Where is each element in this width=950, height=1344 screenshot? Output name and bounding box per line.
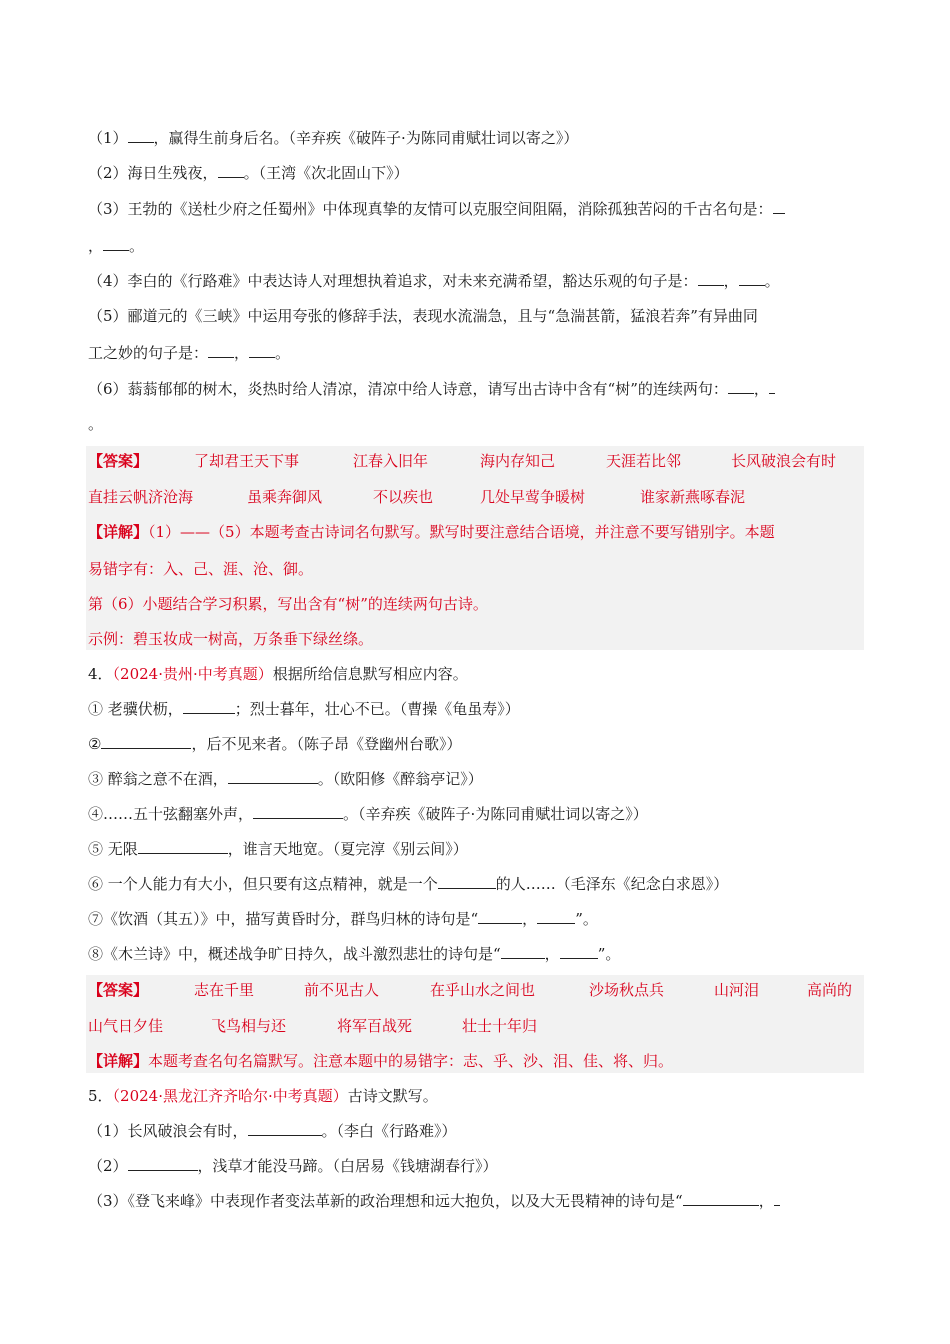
- answer-blank: [728, 379, 754, 394]
- item-text: 。: [764, 272, 780, 290]
- q4-item-3: [88, 769, 863, 789]
- question-number: 5．: [88, 1087, 113, 1105]
- item-text: 。: [88, 415, 104, 433]
- q4-item-8: [88, 944, 863, 964]
- q5-header: [88, 1086, 863, 1106]
- answer-item: 高尚的: [807, 981, 853, 999]
- answer-item: 几处早莺争暖树: [480, 488, 586, 506]
- q4-header: [88, 664, 863, 684]
- item-text: ，赢得生前身后名。（辛弃疾《破阵子·为陈同甫赋壮词以寄之》）: [153, 129, 579, 147]
- answer-blank: [739, 271, 765, 286]
- item-text: ⑦《饮酒（其五）》中，描写黄昏时分，群鸟归林的诗句是“: [88, 910, 479, 928]
- answer-item: 直挂云帆济沧海: [88, 488, 194, 506]
- answer-blank: [249, 343, 275, 358]
- answer-item: 天涯若比邻: [606, 452, 682, 470]
- answer-item: 山河泪: [714, 981, 760, 999]
- answer-blank: [228, 769, 318, 784]
- item-text: （3）《登飞来峰》中表现作者变法革新的政治理想和远大抱负，以及大无畏精神的诗句是“: [88, 1192, 683, 1210]
- q3-item-4: [88, 271, 863, 291]
- detail-label: 【详解】: [88, 523, 149, 541]
- answer-blank: [501, 944, 545, 959]
- answer-blank: [683, 1191, 759, 1206]
- item-text: ”。: [575, 910, 598, 928]
- answer-blank: [769, 379, 775, 394]
- q3-item-3: [88, 199, 863, 219]
- q5-item-2: [88, 1156, 863, 1176]
- q3-item-1: [88, 128, 863, 148]
- item-text: ⑤ 无限: [88, 840, 138, 858]
- question-prompt: 根据所给信息默写相应内容。: [272, 665, 468, 683]
- item-text: ，: [522, 910, 538, 928]
- answer-item: 壮士十年归: [462, 1017, 538, 1035]
- detail-label: 【详解】: [88, 1052, 149, 1070]
- item-text: 海日生残夜，: [127, 164, 218, 182]
- item-text: （1）长风破浪会有时，: [88, 1122, 248, 1140]
- question-prompt: 古诗文默写。: [347, 1087, 438, 1105]
- question-source: （2024·黑龙江齐齐哈尔·中考真题）: [112, 1087, 348, 1105]
- item-text: ⑥ 一个人能力有大小，但只要有这点精神，就是一个: [88, 875, 438, 893]
- q3-detail-line-2: [88, 559, 863, 579]
- q3-detail-line-4: [88, 629, 863, 649]
- q3-item-6: [88, 379, 863, 399]
- item-text: ，谁言天地宽。（夏完淳《别云间》）: [227, 840, 468, 858]
- item-text: 。（欧阳修《醉翁亭记》）: [317, 770, 483, 788]
- item-text: ②: [88, 735, 102, 753]
- answer-label: 【答案】: [88, 981, 149, 999]
- answer-blank: [478, 909, 522, 924]
- item-text: 。（李白《行路难》）: [321, 1122, 457, 1140]
- answer-item: 海内存知己: [480, 452, 556, 470]
- answer-label: 【答案】: [88, 452, 149, 470]
- q3-detail-line-3: [88, 594, 863, 614]
- answer-item: 前不见古人: [304, 981, 380, 999]
- answer-blank: [248, 1121, 322, 1136]
- answer-blank: [103, 236, 129, 251]
- answer-blank: [774, 1191, 780, 1206]
- item-text: ，: [758, 1192, 774, 1210]
- item-text: ③ 醉翁之意不在酒，: [88, 770, 228, 788]
- item-number: （4）: [88, 272, 128, 290]
- item-text: 郦道元的《三峡》中运用夸张的修辞手法，表现水流湍急，且与“急湍甚箭，猛浪若奔”有异曲同: [127, 307, 758, 325]
- answer-item: 沙场秋点兵: [589, 981, 665, 999]
- answer-item: 不以疾也: [373, 488, 434, 506]
- item-text: ④……五十弦翻塞外声，: [88, 805, 254, 823]
- item-text: ⑧《木兰诗》中，概述战争旷日持久，战斗激烈悲壮的诗句是“: [88, 945, 501, 963]
- answer-item: 了却君王天下事: [194, 452, 300, 470]
- answer-blank: [208, 343, 234, 358]
- answer-blank: [560, 944, 598, 959]
- answer-item: 在乎山水之间也: [430, 981, 536, 999]
- item-text: 。（辛弃疾《破阵子·为陈同甫赋壮词以寄之》）: [343, 805, 648, 823]
- question-source: （2024·贵州·中考真题）: [112, 665, 273, 683]
- q4-item-4: [88, 804, 863, 824]
- q4-detail-line: [88, 1051, 863, 1071]
- answer-box-q3: [86, 446, 864, 650]
- answer-item: 将军百战死: [337, 1017, 413, 1035]
- item-text: 的人……（毛泽东《纪念白求恩》）: [495, 875, 729, 893]
- answer-item: 长风破浪会有时: [731, 452, 837, 470]
- q4-item-2: [88, 734, 863, 754]
- item-text: ，: [544, 945, 560, 963]
- detail-text: 示例：碧玉妆成一树高，万条垂下绿丝绦。: [88, 630, 374, 648]
- q3-item-3-cont: [88, 236, 863, 256]
- item-text: ，浅草才能没马蹄。（白居易《钱塘湖春行》）: [197, 1157, 498, 1175]
- item-text: 蓊蓊郁郁的树木，炎热时给人清凉，清凉中给人诗意，请写出古诗中含有“树”的连续两句：: [127, 380, 728, 398]
- q3-item-6-cont: [88, 414, 863, 434]
- item-text: ，后不见来者。（陈子昂《登幽州台歌》）: [191, 735, 462, 753]
- q3-detail-line-1: [88, 522, 863, 542]
- item-text: ，: [234, 344, 250, 362]
- item-number: （6）: [88, 380, 128, 398]
- q3-item-2: [88, 163, 863, 183]
- item-number: （2）: [88, 164, 128, 182]
- answer-blank: [128, 128, 154, 143]
- item-text: 工之妙的句子是：: [88, 344, 209, 362]
- item-number: （3）: [88, 200, 128, 218]
- q3-item-5: [88, 306, 863, 326]
- answer-blank: [537, 909, 575, 924]
- detail-text: 第（6）小题结合学习积累，写出含有“树”的连续两句古诗。: [88, 595, 488, 613]
- answer-item: 飞鸟相与还: [211, 1017, 287, 1035]
- q4-item-1: [88, 699, 863, 719]
- detail-text: 易错字有：入、己、涯、沧、御。: [88, 560, 314, 578]
- q4-item-7: [88, 909, 863, 929]
- answer-blank: [128, 1156, 198, 1171]
- item-text: 李白的《行路难》中表达诗人对理想执着追求，对未来充满希望，豁达乐观的句子是：: [127, 272, 698, 290]
- question-number: 4．: [88, 665, 113, 683]
- answer-blank: [218, 163, 244, 178]
- q4-item-6: [88, 874, 863, 894]
- item-text: 王勃的《送杜少府之任蜀州》中体现真挚的友情可以克服空间阻隔，消除孤独苦闷的千古名句是：: [127, 200, 773, 218]
- detail-text: （1）——（5）本题考查古诗词名句默写。默写时要注意结合语境，并注意不要写错别字。本题: [148, 523, 775, 541]
- q5-item-3: [88, 1191, 863, 1211]
- item-text: 。: [275, 344, 291, 362]
- answer-blank: [101, 734, 191, 749]
- answer-blank: [698, 271, 724, 286]
- item-text: ，: [753, 380, 769, 398]
- answer-item: 虽乘奔御风: [247, 488, 323, 506]
- answer-blank: [773, 199, 785, 214]
- q3-item-5-cont: [88, 343, 863, 363]
- item-number: （1）: [88, 129, 128, 147]
- item-text: ”。: [597, 945, 621, 963]
- item-text: ；烈士暮年，壮心不已。（曹操《龟虽寿》）: [234, 700, 520, 718]
- answer-item: 江春入旧年: [353, 452, 429, 470]
- answer-item: 谁家新燕啄春泥: [640, 488, 746, 506]
- item-text: 。（王湾《次北固山下》）: [243, 164, 409, 182]
- item-text: （2）: [88, 1157, 128, 1175]
- answer-blank: [138, 839, 228, 854]
- q5-item-1: [88, 1121, 863, 1141]
- answer-item: 山气日夕佳: [88, 1017, 164, 1035]
- answer-blank: [438, 874, 496, 889]
- item-text: ，: [88, 237, 104, 255]
- q4-item-5: [88, 839, 863, 859]
- answer-blank: [253, 804, 343, 819]
- item-text: ① 老骥伏枥，: [88, 700, 183, 718]
- item-text: 。: [129, 237, 145, 255]
- detail-text: 本题考查名句名篇默写。注意本题中的易错字：志、乎、沙、泪、佳、将、归。: [148, 1052, 674, 1070]
- item-text: ，: [723, 272, 739, 290]
- item-number: （5）: [88, 307, 128, 325]
- answer-item: 志在千里: [194, 981, 255, 999]
- answer-blank: [183, 699, 235, 714]
